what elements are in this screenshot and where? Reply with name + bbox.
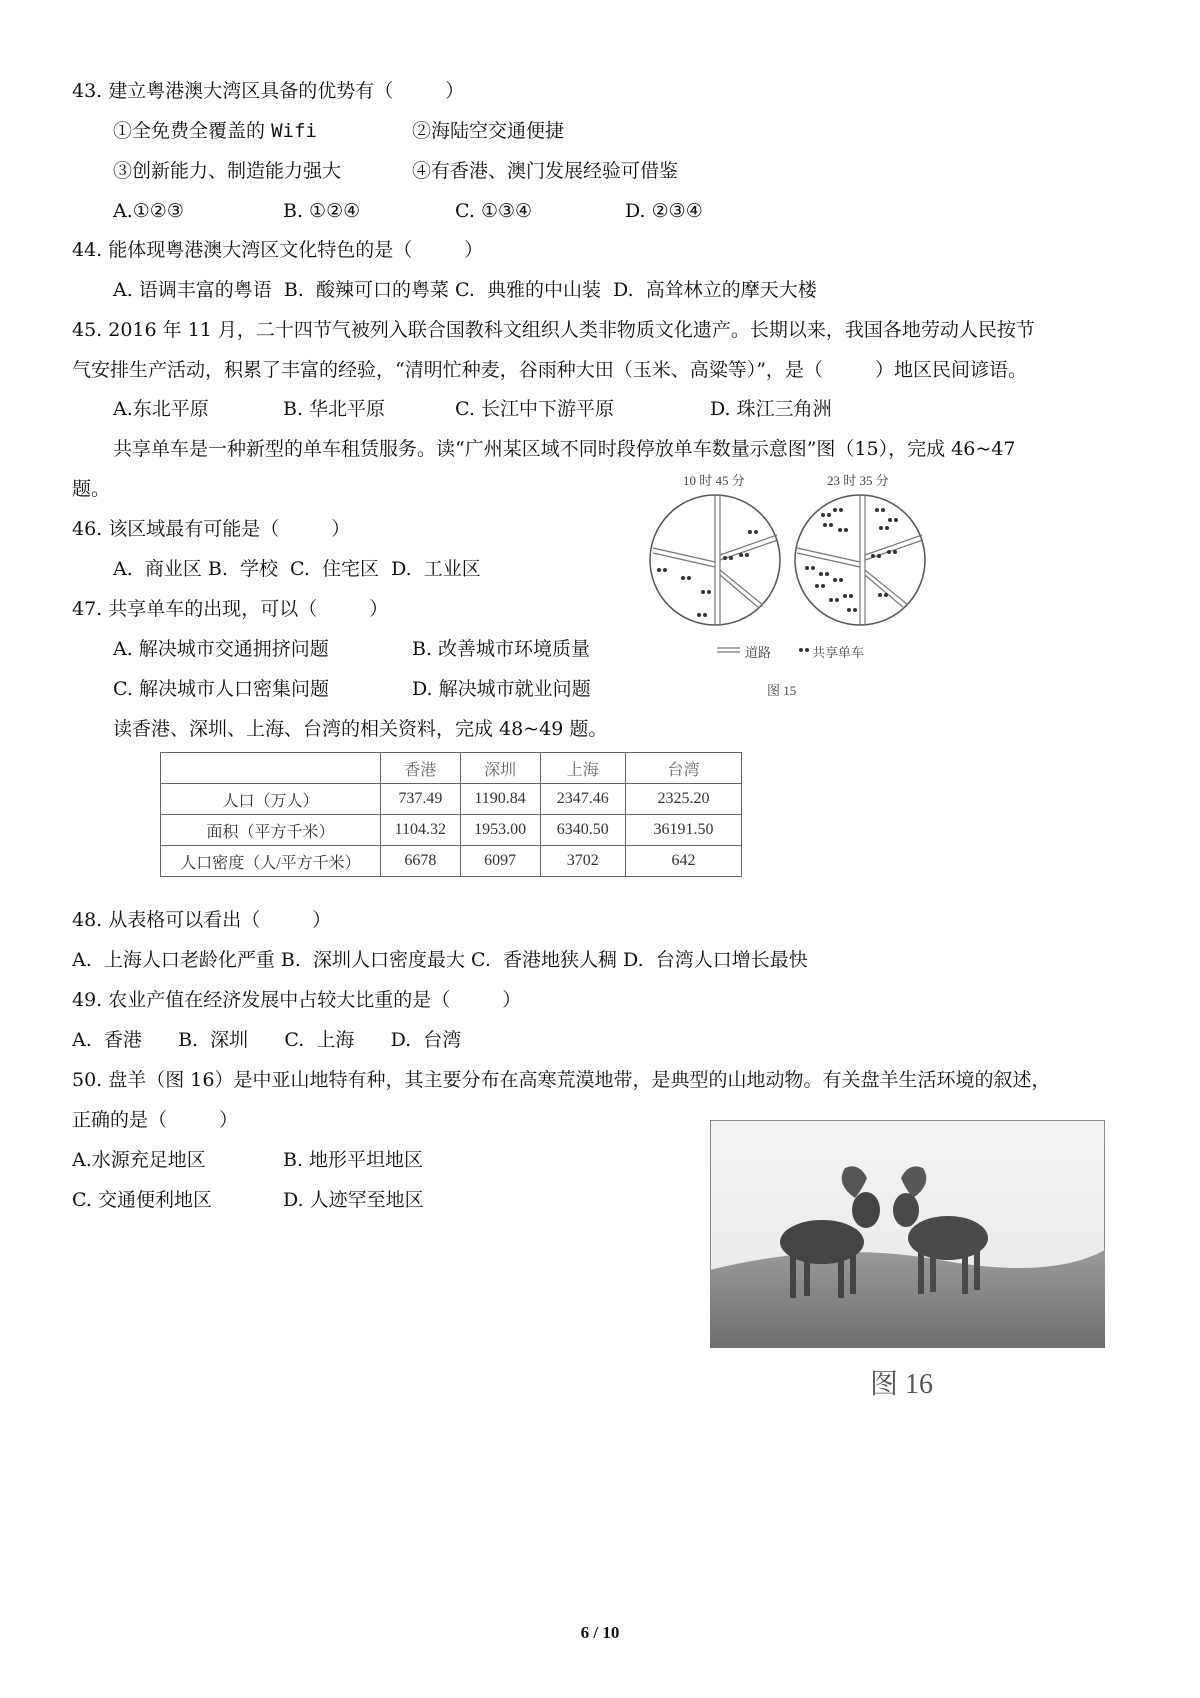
- table-cell: 人口密度（人/平方千米）: [161, 846, 381, 877]
- fig15-legend-road: 道路: [745, 645, 772, 660]
- fig15-legend-bike: 共享单车: [812, 645, 865, 660]
- table-cell: 3702: [540, 846, 625, 877]
- table-row: [161, 846, 742, 877]
- q43-s1-text: ①全免费全覆盖的: [113, 120, 266, 142]
- table-cell: 6340.50: [540, 815, 625, 846]
- intro-48-49: 读香港、深圳、上海、台湾的相关资料，完成 48~49 题。: [113, 718, 608, 740]
- q46-stem: [72, 516, 350, 542]
- q47-option-b: B. 改善城市环境质量: [412, 638, 591, 660]
- q43-option-a: A.①②③: [113, 200, 184, 222]
- figure-16-argali-photo: [710, 1120, 1105, 1348]
- table-header-cell: 台湾: [625, 753, 741, 784]
- q45-line-2-tail: ）地区民间谚语。: [874, 359, 1027, 381]
- q47-stem: [72, 596, 388, 622]
- q50-line-2-text: 正确的是（: [72, 1109, 168, 1131]
- q49-stem: [72, 987, 521, 1013]
- table-header-cell: 深圳: [460, 753, 540, 784]
- q47-option-d: D. 解决城市就业问题: [412, 678, 591, 700]
- q50-option-b: B. 地形平坦地区: [283, 1149, 424, 1171]
- table-cell: 面积（平方千米）: [161, 815, 381, 846]
- q50-line-2: [72, 1107, 238, 1133]
- q44-stem-text: 44. 能体现粤港澳大湾区文化特色的是（: [72, 239, 413, 261]
- q45-line-1: 45. 2016 年 11 月，二十四节气被列入联合国教科文组织人类非物质文化遗产。长期以来，我国各地劳动人民按节: [72, 319, 1035, 341]
- q46-stem-text: 46. 该区域最有可能是（: [72, 518, 280, 540]
- q45-option-c: C. 长江中下游平原: [455, 398, 614, 420]
- table-header-cell: [161, 753, 381, 784]
- data-table: [160, 752, 742, 877]
- q44-options: A. 语调丰富的粤语 B. 酸辣可口的粤菜 C. 典雅的中山装 D. 高耸林立的摩天大楼: [113, 279, 817, 301]
- q50-close: ）: [219, 1109, 239, 1131]
- q50-line-1: 50. 盘羊（图 16）是中亚山地特有种，其主要分布在高寒荒漠地带，是典型的山地动物。有关盘羊生活环境的叙述，: [72, 1069, 1051, 1091]
- q48-stem: [72, 907, 331, 933]
- q43-statement-1: [113, 118, 317, 144]
- q45-option-d: D. 珠江三角洲: [710, 398, 832, 420]
- table-cell: 2347.46: [540, 784, 625, 815]
- page-number: 6 / 10: [580, 1623, 620, 1642]
- q45-line-2-text: 气安排生产活动，积累了丰富的经验，“清明忙种麦，谷雨种大田（玉米、高粱等）”，是（: [72, 359, 823, 381]
- q43-s1-wifi: Wifi: [271, 120, 317, 142]
- q49-options: A. 香港 B. 深圳 C. 上海 D. 台湾: [72, 1029, 462, 1051]
- table-header-cell: 香港: [380, 753, 460, 784]
- q47-stem-text: 47. 共享单车的出现，可以（: [72, 598, 318, 620]
- q46-options: A. 商业区 B. 学校 C. 住宅区 D. 工业区: [113, 558, 481, 580]
- q50-option-a: A.水源充足地区: [72, 1149, 206, 1171]
- table-cell: 1104.32: [380, 815, 460, 846]
- table-cell: 6678: [380, 846, 460, 877]
- figure-15-bike-map: [645, 470, 935, 670]
- q43-statement-2: ②海陆空交通便捷: [412, 120, 565, 142]
- q43-statement-4: ④有香港、澳门发展经验可借鉴: [412, 160, 679, 182]
- table-header-cell: 上海: [540, 753, 625, 784]
- intro-46-47-line-2: 题。: [72, 478, 111, 500]
- q50-option-d: D. 人迹罕至地区: [283, 1189, 424, 1211]
- fig15-right-circle: [795, 495, 925, 625]
- fig16-caption: 图 16: [870, 1369, 934, 1400]
- q43-option-c: C. ①③④: [455, 200, 533, 222]
- q47-option-c: C. 解决城市人口密集问题: [113, 678, 329, 700]
- table-cell: 人口（万人）: [161, 784, 381, 815]
- q48-close: ）: [312, 909, 332, 931]
- fig15-right-title: 23 时 35 分: [827, 473, 889, 488]
- table-cell: 1190.84: [460, 784, 540, 815]
- q45-option-b: B. 华北平原: [283, 398, 386, 420]
- q46-close: ）: [331, 518, 351, 540]
- q43-option-b: B. ①②④: [283, 200, 361, 222]
- q43-statement-3: ③创新能力、制造能力强大: [113, 160, 342, 182]
- q44-stem: [72, 237, 483, 263]
- table-cell: 1953.00: [460, 815, 540, 846]
- fig15-left-bikes: [657, 530, 758, 617]
- q45-option-a: A.东北平原: [113, 398, 209, 420]
- q48-options: A. 上海人口老龄化严重 B. 深圳人口密度最大 C. 香港地狭人稠 D. 台湾人口增长最快: [72, 949, 808, 971]
- table-header-row: [161, 753, 742, 784]
- q47-close: ）: [369, 598, 389, 620]
- table-cell: 2325.20: [625, 784, 741, 815]
- q47-option-a: A. 解决城市交通拥挤问题: [113, 638, 329, 660]
- q49-close: ）: [502, 989, 522, 1011]
- table-row: [161, 815, 742, 846]
- q50-option-c: C. 交通便利地区: [72, 1189, 212, 1211]
- q43-option-d: D. ②③④: [625, 200, 703, 222]
- q43-stem-text: 43. 建立粤港澳大湾区具备的优势有（: [72, 80, 394, 102]
- q49-stem-text: 49. 农业产值在经济发展中占较大比重的是（: [72, 989, 451, 1011]
- fig15-left-circle: [650, 495, 780, 625]
- q44-close: ）: [464, 239, 484, 261]
- table-cell: 642: [625, 846, 741, 877]
- intro-46-47-line-1: 共享单车是一种新型的单车租赁服务。读“广州某区域不同时段停放单车数量示意图”图（15），完成 46~47: [113, 438, 1016, 460]
- table-cell: 737.49: [380, 784, 460, 815]
- table-row: [161, 784, 742, 815]
- q48-stem-text: 48. 从表格可以看出（: [72, 909, 261, 931]
- q43-stem: [72, 78, 464, 104]
- fig15-left-title: 10 时 45 分: [683, 473, 745, 488]
- fig15-diagram: [645, 470, 935, 670]
- q43-close: ）: [445, 80, 465, 102]
- fig15-caption: 图 15: [767, 683, 797, 698]
- table-cell: 6097: [460, 846, 540, 877]
- table-cell: 36191.50: [625, 815, 741, 846]
- q45-line-2: [72, 357, 1027, 383]
